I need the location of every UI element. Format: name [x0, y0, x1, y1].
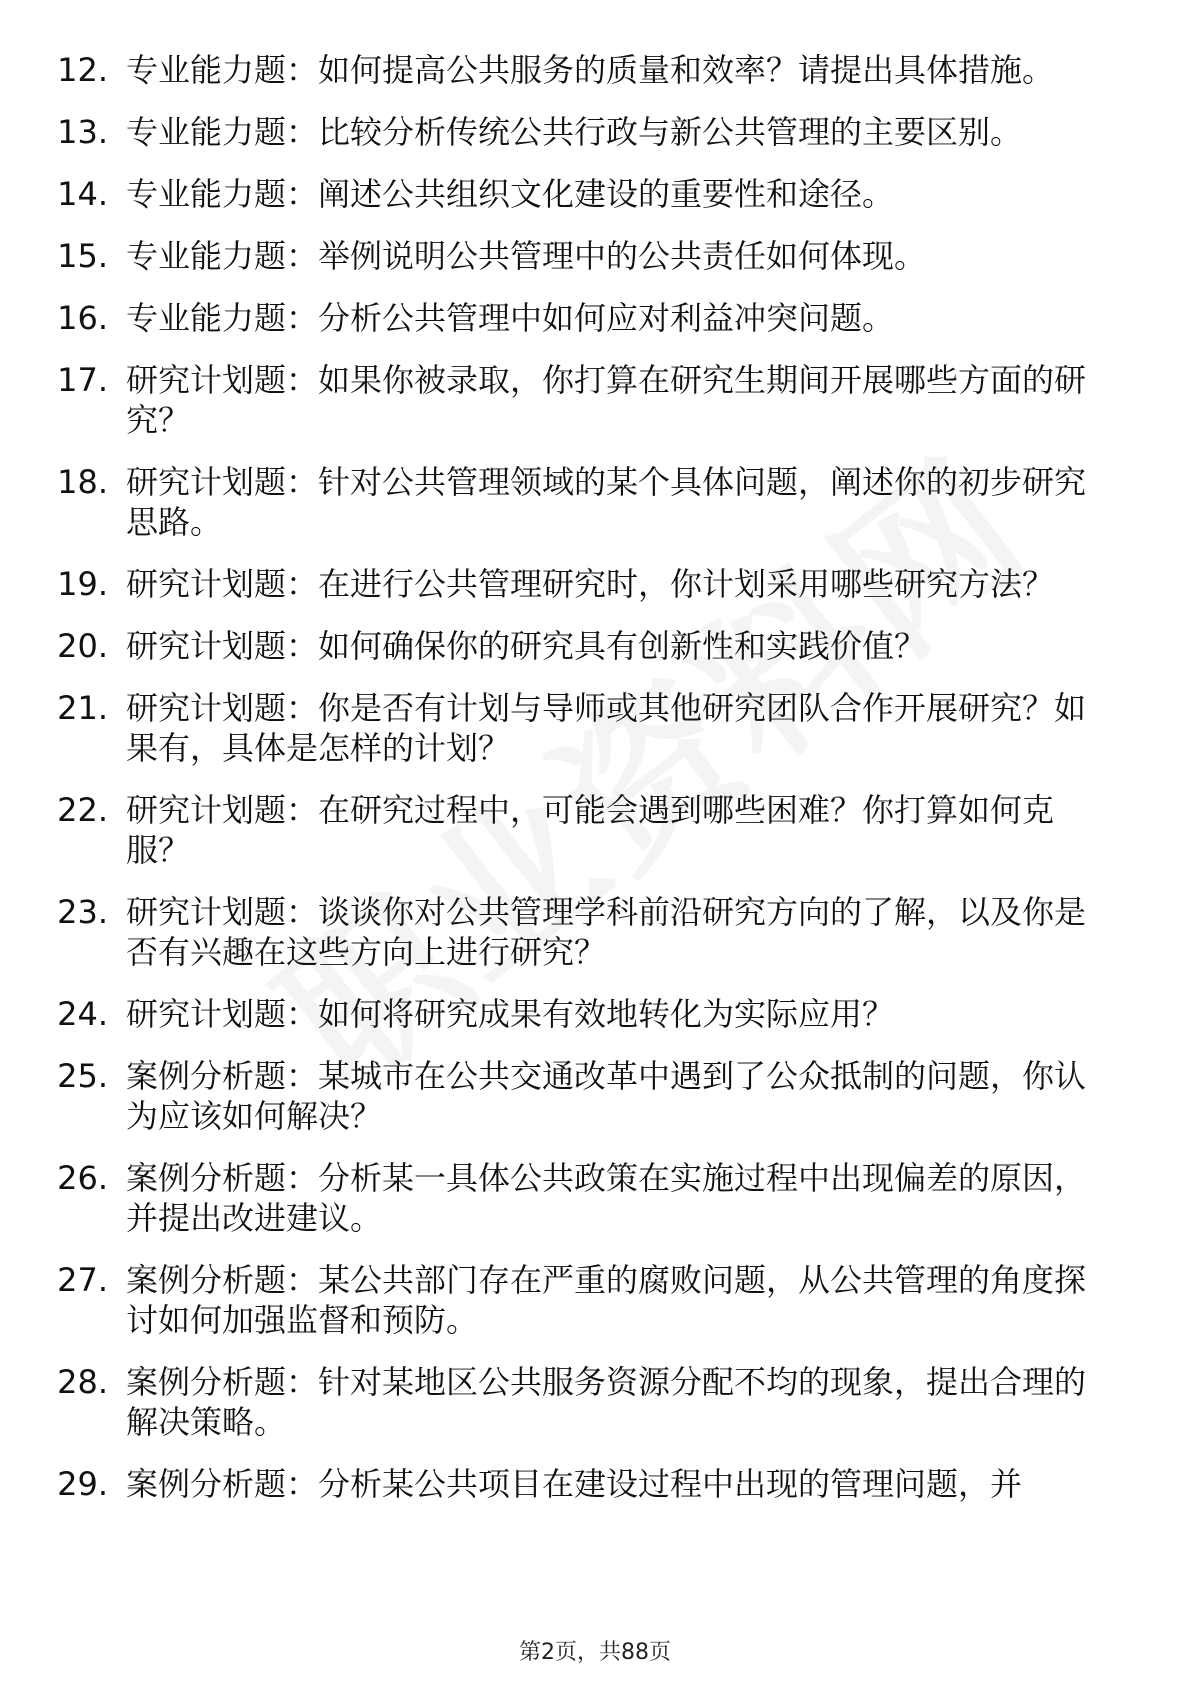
question-item	[0, 1362, 1190, 1442]
question-item	[0, 360, 1190, 440]
question-item	[0, 1260, 1190, 1340]
question-item	[0, 50, 1190, 90]
question-text: 专业能力题：如何提高公共服务的质量和效率？请提出具体措施。	[126, 51, 1055, 89]
question-item	[0, 892, 1190, 972]
page-number: 第2页，共88页	[519, 1640, 671, 1665]
question-number: 23.	[57, 893, 108, 931]
question-item	[0, 1464, 1190, 1504]
question-item	[0, 626, 1190, 666]
question-number: 25.	[57, 1057, 108, 1095]
question-number: 22.	[57, 791, 108, 829]
question-text: 研究计划题：如何将研究成果有效地转化为实际应用？	[126, 995, 895, 1033]
question-number: 18.	[57, 463, 108, 501]
question-number: 13.	[57, 113, 108, 151]
question-text: 研究计划题：针对公共管理领域的某个具体问题，阐述你的初步研究思路。	[126, 463, 1087, 541]
question-text: 研究计划题：在进行公共管理研究时，你计划采用哪些研究方法？	[126, 565, 1055, 603]
question-number: 29.	[57, 1465, 108, 1503]
question-text: 案例分析题：针对某地区公共服务资源分配不均的现象，提出合理的解决策略。	[126, 1363, 1087, 1441]
question-text: 专业能力题：分析公共管理中如何应对利益冲突问题。	[126, 299, 895, 337]
question-text: 研究计划题：如果你被录取，你打算在研究生期间开展哪些方面的研究？	[126, 361, 1087, 439]
question-number: 16.	[57, 299, 108, 337]
question-text: 研究计划题：你是否有计划与导师或其他研究团队合作开展研究？如果有，具体是怎样的计划？	[126, 689, 1087, 767]
question-number: 24.	[57, 995, 108, 1033]
question-text: 研究计划题：如何确保你的研究具有创新性和实践价值？	[126, 627, 927, 665]
question-number: 15.	[57, 237, 108, 275]
question-number: 28.	[57, 1363, 108, 1401]
question-item	[0, 688, 1190, 768]
question-number: 12.	[57, 51, 108, 89]
question-number: 26.	[57, 1159, 108, 1197]
question-text: 专业能力题：阐述公共组织文化建设的重要性和途径。	[126, 175, 895, 213]
question-text: 专业能力题：举例说明公共管理中的公共责任如何体现。	[126, 237, 927, 275]
question-number: 21.	[57, 689, 108, 727]
question-text: 案例分析题：某公共部门存在严重的腐败问题，从公共管理的角度探讨如何加强监督和预防。	[126, 1261, 1087, 1339]
question-number: 20.	[57, 627, 108, 665]
question-item	[0, 112, 1190, 152]
question-list	[0, 50, 1190, 1526]
question-number: 14.	[57, 175, 108, 213]
question-item	[0, 298, 1190, 338]
question-item	[0, 174, 1190, 214]
question-text: 研究计划题：谈谈你对公共管理学科前沿研究方向的了解，以及你是否有兴趣在这些方向上进行研究？	[126, 893, 1087, 971]
question-number: 27.	[57, 1261, 108, 1299]
question-number: 19.	[57, 565, 108, 603]
question-item	[0, 790, 1190, 870]
question-item	[0, 1056, 1190, 1136]
question-text: 案例分析题：某城市在公共交通改革中遇到了公众抵制的问题，你认为应该如何解决？	[126, 1057, 1087, 1135]
question-item	[0, 236, 1190, 276]
question-text: 案例分析题：分析某一具体公共政策在实施过程中出现偏差的原因，并提出改进建议。	[126, 1159, 1087, 1237]
question-text: 研究计划题：在研究过程中，可能会遇到哪些困难？你打算如何克服？	[126, 791, 1055, 869]
question-item	[0, 462, 1190, 542]
question-item	[0, 564, 1190, 604]
question-item	[0, 994, 1190, 1034]
question-text: 专业能力题：比较分析传统公共行政与新公共管理的主要区别。	[126, 113, 1023, 151]
page-footer	[0, 1640, 1190, 1666]
question-number: 17.	[57, 361, 108, 399]
question-text: 案例分析题：分析某公共项目在建设过程中出现的管理问题，并	[126, 1465, 1023, 1503]
question-item	[0, 1158, 1190, 1238]
